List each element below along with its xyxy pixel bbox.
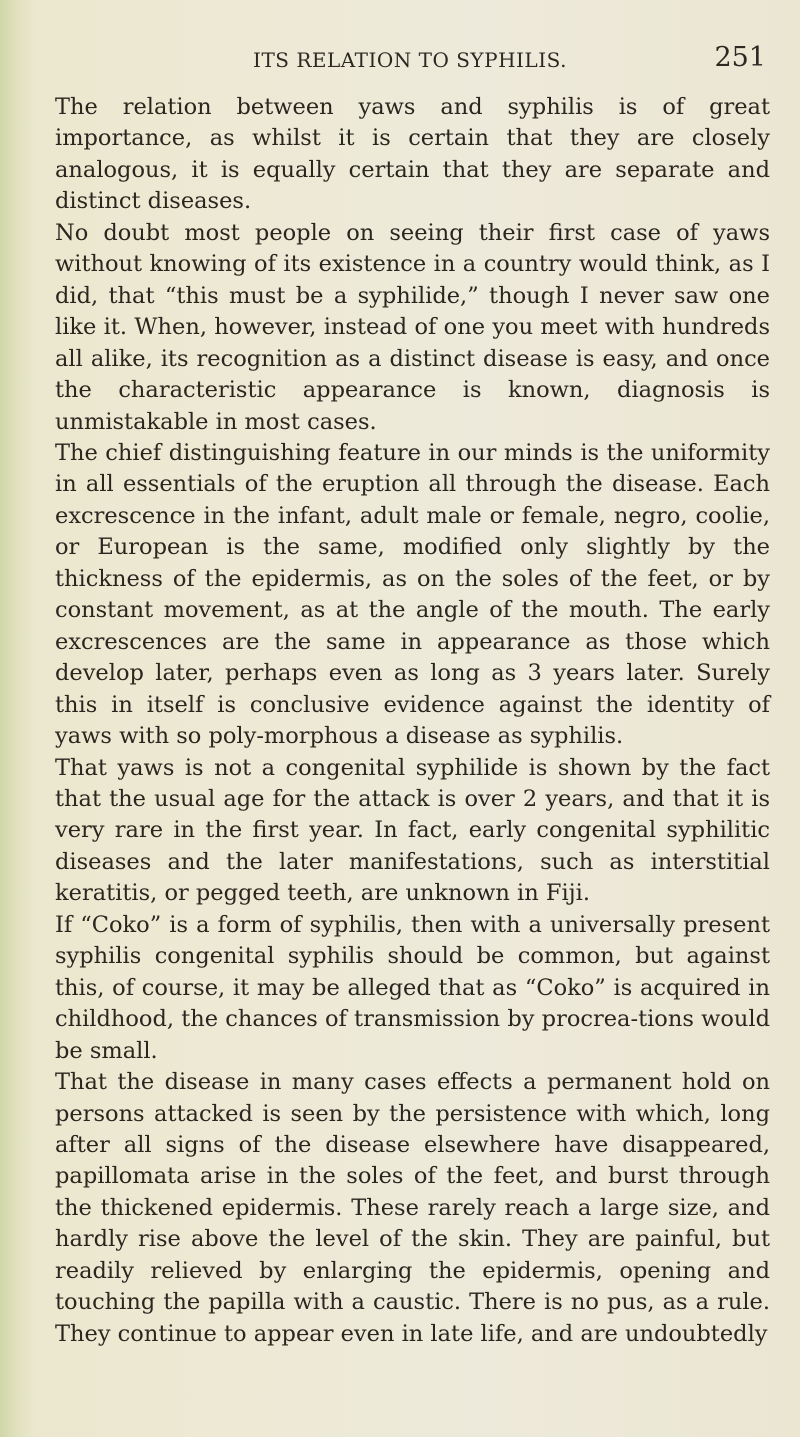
paragraph: The relation between yaws and syphilis is of great importance, as whilst it is certain that they are closely analogous, it is equally certain that they are separate and distinct diseases.: [55, 94, 770, 215]
paragraph: That the disease in many cases effects a permanent hold on persons attacked is seen by the persistence with which, long after all signs of the disease elsewhere have disappeared, papillomata arise in the soles of the feet, and burst through the thickened epidermis. These rarely reach a large size, and hardly rise above the level of the skin. They are painful, but readily relieved by enlarging the epidermis, opening and touching the papilla with a caustic. There is no pus, as a rule. They continue to appear even in late life, and are undoubtedly: [55, 1069, 770, 1347]
running-head: ITS RELATION TO SYPHILIS.: [253, 48, 567, 72]
paragraph: The chief distinguishing feature in our minds is the uniformity in all essentials of the eruption all through the disease. Each excrescence in the infant, adult male or female, negro, coolie, or European is the same, modified only slightly by the thickness of the epidermis, as on the soles of the feet, or by constant movement, as at the angle of the mouth. The early excrescences are the same in appearance as those which develop later, perhaps even as long as 3 years later. Surely this in itself is conclusive evidence against the identity of yaws with so poly-morphous a disease as syphilis.: [55, 439, 770, 750]
paragraph: That yaws is not a congenital syphilide is shown by the fact that the usual age for the attack is over 2 years, and that it is very rare in the first year. In fact, early congenital syphilitic diseases and the later manifestations, such as interstitial keratitis, or pegged teeth, are unknown in Fiji.: [55, 754, 770, 907]
page-header: [54, 42, 766, 82]
page-number: 251: [714, 42, 766, 73]
body-text: [55, 92, 770, 1350]
paragraph: If “Coko” is a form of syphilis, then with a universally present syphilis congenital syphilis should be common, but against this, of course, it may be alleged that as “Coko” is acquired in childhood, the chances of transmission by procrea-tions would be small.: [55, 911, 770, 1064]
paragraph: No doubt most people on seeing their first case of yaws without knowing of its existence in a country would think, as I did, that “this must be a syphilide,” though I never saw one like it. When, however, instead of one you meet with hundreds all alike, its recognition as a distinct disease is easy, and once the characteristic appearance is known, diagnosis is unmistakable in most cases.: [55, 219, 770, 435]
